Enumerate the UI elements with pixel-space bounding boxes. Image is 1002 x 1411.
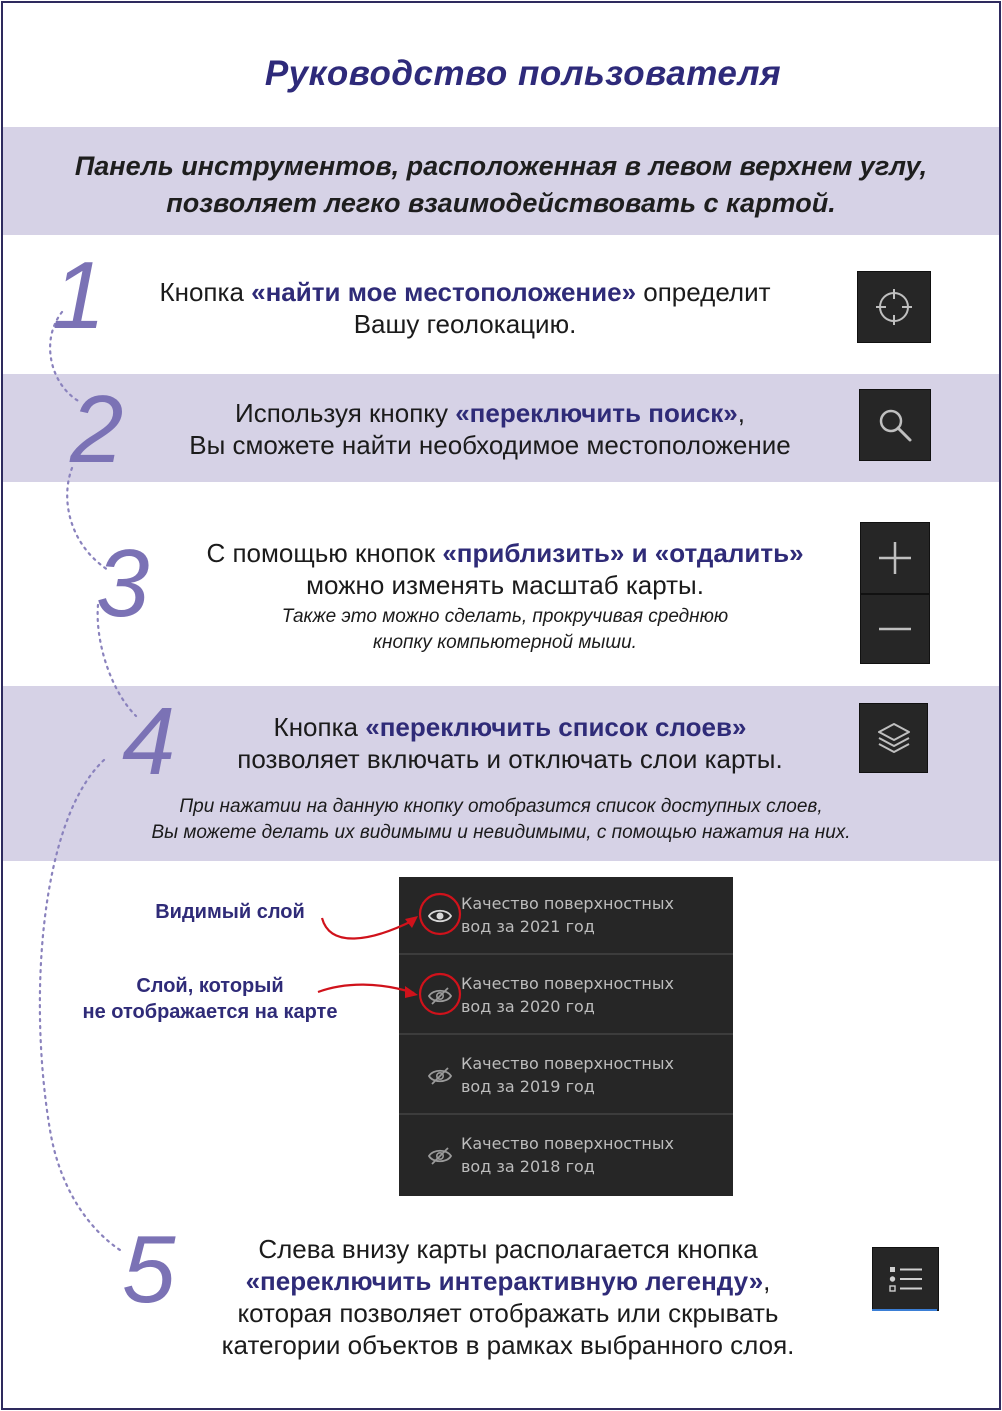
step-4-pre: Кнопка [273,712,366,742]
step-3-button-names: «приблизить» и «отдалить» [442,538,804,568]
visible-layer-label: Видимый слой [155,901,305,923]
layer-title: Качество поверхностных [461,894,674,913]
step-1-post: определит [636,277,771,307]
step-5-number: 5 [122,1216,172,1323]
step-5-line-3: которая позволяет отображать или скрывать [237,1298,779,1328]
step-5-button-name: «переключить интерактивную легенду» [245,1266,764,1296]
step-2-number: 2 [70,376,120,483]
step-4-line-2: позволяет включать и отключать слои карты. [237,744,783,774]
step-3-pre: С помощью кнопок [206,538,443,568]
step-3-note-2: кнопку компьютерной мыши. [373,632,637,653]
step-1-line-2: Вашу геолокацию. [353,309,577,339]
layer-subtitle: вод за 2019 год [461,1077,595,1096]
step-2-pre: Используя кнопку [235,398,456,428]
step-5-post: , [763,1266,771,1296]
legend-button-underline [872,1309,937,1311]
hidden-layer-label-1: Слой, который [136,975,284,997]
step-2-button-name: «переключить поиск» [455,398,738,428]
step-4-button-name: «переключить список слоев» [365,712,747,742]
layer-title: Качество поверхностных [461,1054,674,1073]
intro-line-1: Панель инструментов, расположенная в левом верхнем углу, [74,151,928,181]
step-3-line-2: можно изменять масштаб карты. [306,570,704,600]
step-3-note-1: Также это можно сделать, прокручивая среднюю [281,606,729,627]
layer-title: Качество поверхностных [461,974,674,993]
step-3-number: 3 [96,530,146,637]
step-1-pre: Кнопка [159,277,252,307]
step-4-note-2: Вы можете делать их видимыми и невидимыми, с помощью нажатия на них. [151,822,851,843]
step-4-number: 4 [122,688,172,795]
page-title: Руководство пользователя [264,54,782,93]
step-2-line-2: Вы сможете найти необходимое местоположение [189,430,791,460]
layer-subtitle: вод за 2021 год [461,917,595,936]
step-1-button-name: «найти мое местоположение» [251,277,637,307]
layer-subtitle: вод за 2018 год [461,1157,595,1176]
intro-line-2: позволяет легко взаимодействовать с картой. [166,188,836,218]
step-5-line-4: категории объектов в рамках выбранного слоя. [221,1330,795,1360]
legend-icon [888,1264,924,1294]
step-2-post: , [737,398,745,428]
step-4-note-1: При нажатии на данную кнопку отобразится список доступных слоев, [179,796,823,817]
step-5-text [170,1233,846,1361]
legend-button[interactable] [872,1247,939,1311]
step-1-number: 1 [52,242,102,349]
hidden-layer-label-2: не отображается на карте [82,1001,338,1023]
layer-title: Качество поверхностных [461,1134,674,1153]
layer-subtitle: вод за 2020 год [461,997,595,1016]
step-5-line-1: Слева внизу карты располагается кнопка [258,1234,758,1264]
